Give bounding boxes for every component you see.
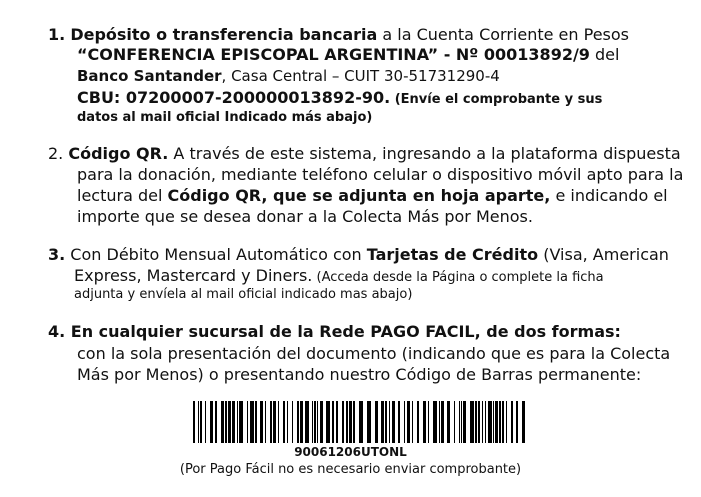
item1-line3	[77, 69, 500, 84]
item1-cbu: CBU: 07200007-200000013892-90.	[77, 88, 391, 107]
item1-number: 1.	[48, 25, 66, 44]
item3-line1	[48, 247, 669, 263]
item1-account-name: “CONFERENCIA EPISCOPAL ARGENTINA” - Nº 00013892/9	[77, 45, 590, 64]
item1-bank: Banco Santander	[77, 67, 222, 85]
barcode-number: 90061206UTONL	[294, 445, 407, 459]
item2-line3	[77, 188, 668, 204]
item1-line1	[48, 27, 629, 43]
item3-cards: Tarjetas de Crédito	[366, 245, 539, 264]
item2-number: 2.	[48, 144, 64, 163]
item2-qr-note: Código QR, que se adjunta en hoja aparte,	[167, 186, 551, 205]
item2-title: Código QR.	[68, 144, 169, 163]
item1-line2	[77, 47, 619, 63]
item2-line4: importe que se desea donar a la Colecta Más por Menos.	[77, 207, 533, 226]
item3-line2-text: Express, Mastercard y Diners.	[74, 266, 313, 285]
item2-line2: para la donación, mediante teléfono celular o dispositivo móvil apto para la	[77, 165, 684, 184]
item3-line1-pre: Con Débito Mensual Automático con	[65, 245, 367, 264]
item2-line3-pre: lectura del	[77, 186, 168, 205]
item4-title: En cualquier sucursal de la Rede PAGO FACIL, de dos formas:	[65, 322, 621, 341]
item2-line1-text: A través de este sistema, ingresando a la plataforma dispuesta	[168, 144, 681, 163]
item3-line1-post: (Visa, American	[538, 245, 669, 264]
item3-line2	[74, 268, 604, 284]
barcode-note: (Por Pago Fácil no es necesario enviar comprobante)	[179, 462, 522, 477]
item4-line2: con la sola presentación del documento (indicando que es para la Colecta	[77, 344, 671, 363]
item1-title: Depósito o transferencia bancaria	[70, 25, 378, 44]
item2-line1	[48, 146, 681, 162]
item4-number: 4.	[48, 322, 66, 341]
item1-line3-text: , Casa Central – CUIT 30-51731290-4	[221, 67, 500, 85]
item1-line2-text: del	[589, 45, 620, 64]
item4-line1	[48, 324, 621, 340]
item2-line3-post: e indicando el	[550, 186, 668, 205]
barcode-image	[193, 401, 525, 443]
item3-number: 3.	[48, 245, 66, 264]
item1-line4	[77, 90, 602, 106]
item3-line3: adjunta y envíela al mail oficial indicado mas abajo)	[74, 287, 413, 302]
item3-line2-small: (Acceda desde la Página o complete la ficha	[312, 270, 604, 285]
item1-note-b: datos al mail oficial Indicado más abajo)	[77, 110, 373, 125]
item4-line3: Más por Menos) o presentando nuestro Código de Barras permanente:	[77, 365, 642, 384]
item1-note-a: (Envíe el comprobante y sus	[390, 92, 603, 107]
item1-line1-text: a la Cuenta Corriente en Pesos	[377, 25, 629, 44]
